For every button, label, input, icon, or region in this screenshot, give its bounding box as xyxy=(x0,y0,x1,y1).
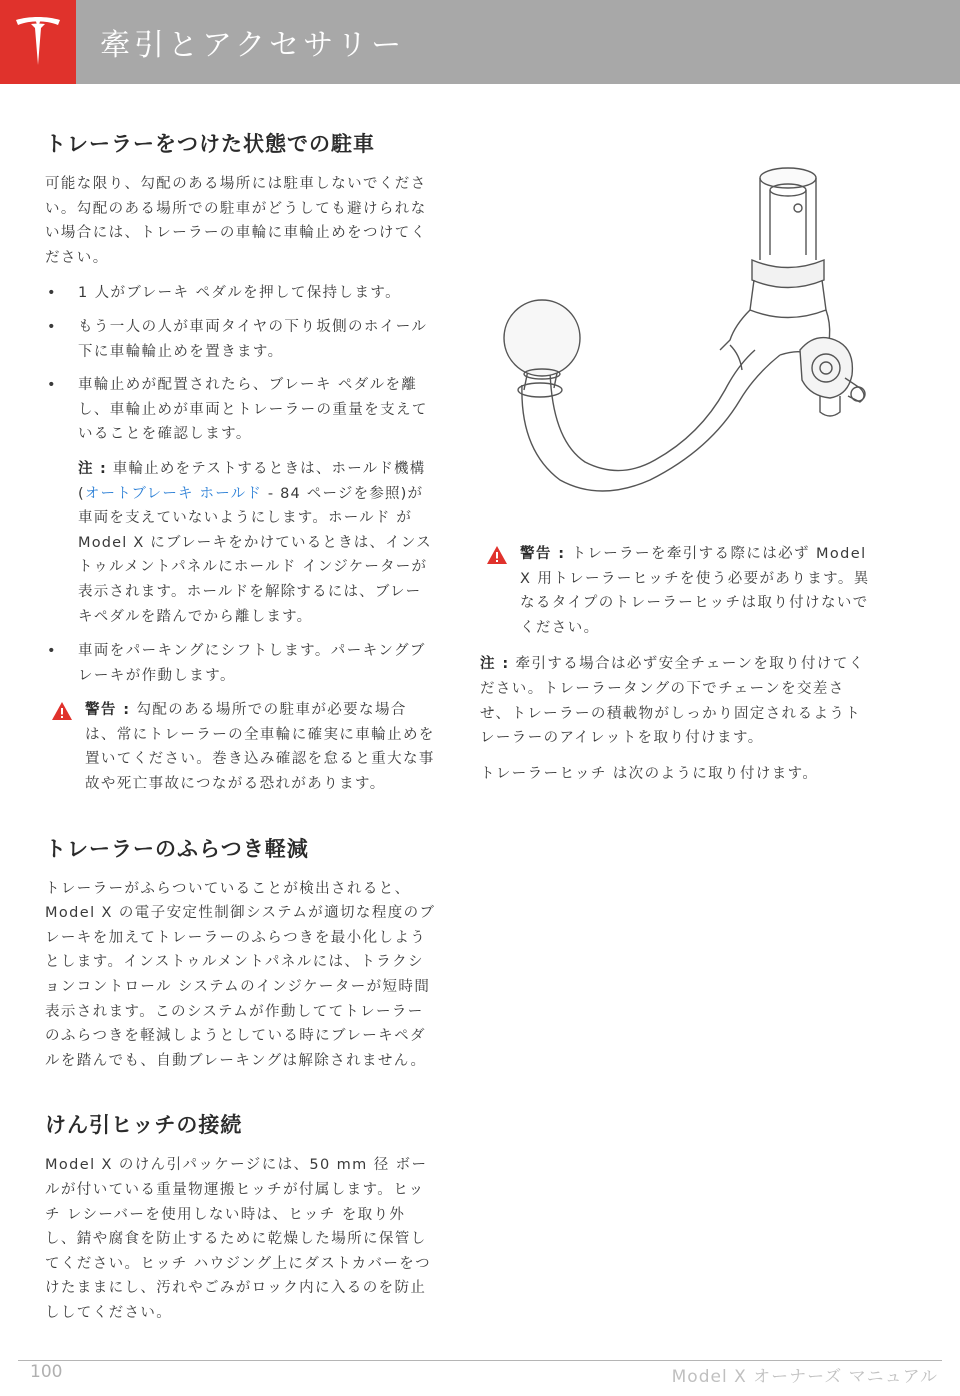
parking-steps-cont xyxy=(45,639,437,688)
footer-divider xyxy=(18,1360,942,1361)
warning-label: 警告 : xyxy=(85,702,131,719)
warning-text: トレーラーを牽引する際には必ず Model X 用トレーラーヒッチを使う必要があります。異なるタイプのトレーラーヒッチは取り付けないでください。 xyxy=(520,546,870,636)
section-heading-parking: トレーラーをつけた状態での駐車 xyxy=(45,131,375,156)
note-text: 牽引する場合は必ず安全チェーンを取り付けてください。トレーラータングの下でチェーンを交差させ、トレーラーの積載物がしっかり固定されるようトレーラーのアイレットを取り付けます。 xyxy=(480,656,865,747)
hitch-instruction: トレーラーヒッチ は次のように取り付けます。 xyxy=(480,765,819,782)
parking-warning xyxy=(45,698,437,796)
hitch-body: Model X のけん引パッケージには、50 mm 径 ボールが付いている重量物運搬ヒッチが付属します。ヒッチ レシーバーを使用しない時は、ヒッチ を取り外し、錆や腐食を防止するために乾燥した場所に保管してください。ヒッチ ハウジング上にダストカバーをつけたままにし、汚れやごみがロック内に入るのを防止ししてください。 xyxy=(45,1157,432,1321)
right-column xyxy=(480,538,870,797)
chapter-title: 牽引とアクセサリー xyxy=(100,28,406,63)
parking-steps xyxy=(45,281,437,447)
section-heading-sway: トレーラーのふらつき軽減 xyxy=(45,835,309,861)
tow-hitch-image xyxy=(480,150,880,520)
tesla-logo xyxy=(0,0,76,84)
autohold-link[interactable]: オートブレーキ ホールド xyxy=(84,485,263,502)
note-text-cont: - 84 ページを参照)が車両を支えていないようにします。ホールド が Model X にブレーキをかけているときは、インストゥルメントパネルにホールド インジケーターが表示されます。ホールドを解除するには、ブレーキペダルを踏んでから離します。 xyxy=(78,485,432,625)
page-header xyxy=(0,0,960,84)
list-item: • もう一人の人が車両タイヤの下り坂側のホイール下に車輪輪止めを置きます。 xyxy=(45,315,437,364)
warning-text: 勾配のある場所での駐車が必要な場合は、常にトレーラーの全車輪に確実に車輪止めを置いてください。巻き込み確認を怠ると重大な事故や死亡事故につながる恐れがあります。 xyxy=(85,702,435,793)
list-item: • 車両をパーキングにシフトします。パーキングブレーキが作動します。 xyxy=(45,639,437,688)
left-column xyxy=(45,128,437,1337)
manual-title: Model X オーナーズ マニュアル xyxy=(671,1367,938,1387)
tesla-logo-icon xyxy=(13,16,63,68)
warning-icon xyxy=(51,701,73,721)
parking-intro: 可能な限り、勾配のある場所には駐車しないでください。勾配のある場所での駐車がどうしても避けられない場合には、トレーラーの車輪に車輪止めをつけてください。 xyxy=(45,176,427,266)
section-heading-hitch: けん引ヒッチの接続 xyxy=(45,1112,243,1138)
note-label: 注 : xyxy=(480,656,510,673)
list-item: • 1 人がブレーキ ペダルを押して保持します。 xyxy=(45,281,437,306)
tow-hitch-illustration xyxy=(480,150,880,520)
note-label: 注 : xyxy=(78,460,107,477)
hitch-warning xyxy=(480,542,870,640)
note-text: 車輪止めをテストするときは、ホールド機構( xyxy=(78,460,426,502)
chain-note xyxy=(480,652,870,750)
warning-icon xyxy=(486,545,508,565)
parking-note xyxy=(45,457,437,629)
warning-label: 警告 : xyxy=(520,546,566,562)
list-item: • 車輪止めが配置されたら、ブレーキ ペダルを離し、車輪止めが車両とトレーラーの重量を支えていることを確認します。 xyxy=(45,373,437,447)
sway-body: トレーラーがふらついていることが検出されると、Model X の電子安定性制御システムが適切な程度のブレーキを加えてトレーラーのふらつきを最小化しようとします。インストゥルメントパネルには、トラクションコントロール システムのインジケーターが短時間表示されます。このシステムが作動しててトレーラーのふらつきを軽減しようとしている時にブレーキペダルを踏んでも、自動ブレーキングは解除されません。 xyxy=(45,880,436,1069)
page-number: 100 xyxy=(30,1362,63,1382)
